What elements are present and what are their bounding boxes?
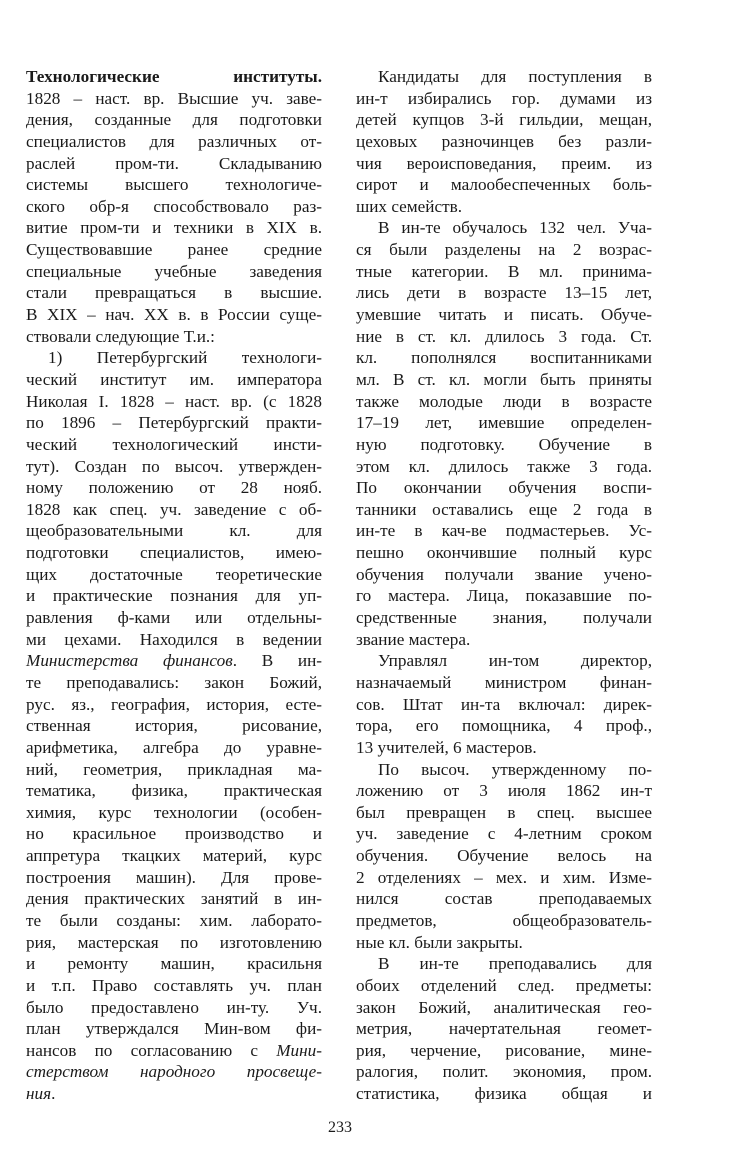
- text-line: ческий институт им. императора: [26, 369, 322, 389]
- text-line: уч. заведение с 4-летним сроком: [356, 824, 652, 844]
- text-line: 17–19 лет, имевшие определен-: [356, 413, 652, 433]
- text-line: ин-те в кач-ве подмастерьев. Ус-: [356, 521, 652, 541]
- entry-body: [26, 88, 322, 348]
- text-line: 2 отделениях – мех. и хим. Изме-: [356, 867, 652, 887]
- text-line: мл. В ст. кл. могли быть приняты: [356, 369, 652, 389]
- text-line: также молодые люди в возрасте: [356, 391, 652, 411]
- text-line: и т.п. Право составлять уч. план: [26, 975, 322, 995]
- text-line: специалистов для различных от-: [26, 131, 322, 151]
- text-line: [26, 1083, 322, 1105]
- text-line: пешно окончившие полный курс: [356, 543, 652, 563]
- text-line: обоих отделений след. предметы:: [356, 975, 652, 995]
- text-line: Николая I. 1828 – наст. вр. (с 1828: [26, 391, 322, 411]
- text-line: стали превращаться в высшие.: [26, 283, 322, 303]
- text-line: Кандидаты для поступления в: [378, 67, 652, 86]
- text-line: ческий технологический инсти-: [26, 434, 322, 454]
- text-line: ний, геометрия, прикладная ма-: [26, 759, 322, 779]
- text-line: сирот и малообеспеченных боль-: [356, 175, 652, 195]
- text-line: подготовки специалистов, имею-: [26, 543, 322, 563]
- text-line: ского обр-я способствовало раз-: [26, 196, 322, 216]
- page-number: 233: [328, 1119, 352, 1136]
- ministry-name: Министерства финансов: [26, 651, 233, 671]
- closing-italic-3: ния: [26, 1084, 52, 1104]
- paragraph: [356, 66, 652, 217]
- text-line: построения машин). Для прове-: [26, 867, 322, 887]
- text-line: [26, 1040, 322, 1062]
- text-line: щих достаточные теоретические: [26, 564, 322, 584]
- text-line: звание мастера.: [356, 629, 471, 649]
- text-line: назначаемый министром финан-: [356, 672, 652, 692]
- text-line: дения практических занятий в ин-: [26, 889, 322, 909]
- paragraph: [356, 650, 652, 758]
- text-line: обучения получали звание учено-: [356, 564, 652, 584]
- text-line: нился состав преподаваемых: [356, 889, 652, 909]
- text-line: аппретура ткацких материй, курс: [26, 846, 322, 866]
- text-line: тут). Создан по высоч. утвержден-: [26, 456, 322, 476]
- closing-tail: .: [51, 1084, 56, 1104]
- text-line: ную подготовку. Обучение в: [356, 434, 652, 454]
- entry-heading-tail: .: [317, 67, 322, 86]
- text-line: го мастера. Лица, показавшие по-: [356, 586, 652, 606]
- text-line: раслей пром-ти. Складыванию: [26, 153, 322, 173]
- closing-italic-line: стерством народного просвеще-: [26, 1062, 322, 1082]
- text-line: [26, 650, 322, 672]
- text-line: рия, мастерская по изготовлению: [26, 932, 322, 952]
- text-line: тора, его помощника, 4 проф.,: [356, 716, 652, 736]
- text-line: средственные знания, получали: [356, 608, 652, 628]
- text-line: этом кл. длилось также 3 года.: [356, 456, 652, 476]
- text-line: лись дети в возрасте 13–15 лет,: [356, 283, 652, 303]
- text-line: кл. пополнялся воспитанниками: [356, 348, 652, 368]
- text-line: 1828 – наст. вр. Высшие уч. заве-: [26, 88, 322, 108]
- text-line: обучения. Обучение велось на: [356, 846, 652, 866]
- paragraph: [356, 217, 652, 650]
- text-line: ших семейств.: [356, 196, 463, 216]
- right-column: [356, 66, 652, 1105]
- text-line: ся были разделены на 2 возрас-: [356, 240, 652, 260]
- text-line: ми цехами. Находился в ведении: [26, 629, 322, 649]
- text-line: арифметика, алгебра до уравне-: [26, 737, 322, 757]
- text-line: 13 учителей, 6 мастеров.: [356, 737, 537, 757]
- text-line: Управлял ин-том директор,: [378, 651, 652, 671]
- text-line: тематика, физика, практическая: [26, 781, 322, 801]
- text-line: химия, курс технологии (особен-: [26, 802, 322, 822]
- text-line: Существовавшие ранее средние: [26, 240, 322, 260]
- text-line: В ин-те преподавались для: [378, 954, 652, 974]
- item-1-body: [26, 347, 322, 650]
- text-line: чия вероисповедания, преим. из: [356, 153, 652, 173]
- text-line: По высоч. утвержденному по-: [378, 759, 652, 779]
- text-line: ралогия, полит. экономия, пром.: [356, 1062, 652, 1082]
- ministry-tail: . В ин-: [232, 651, 322, 671]
- text-line: но красильное производство и: [26, 824, 322, 844]
- text-line: те были созданы: хим. лаборато-: [26, 910, 322, 930]
- text-line: ние в ст. кл. длилось 3 года. Ст.: [356, 326, 652, 346]
- text-line: статистика, физика общая и: [356, 1084, 652, 1104]
- text-line: по 1896 – Петербургский практи-: [26, 413, 322, 433]
- text-line: системы высшего технологиче-: [26, 175, 322, 195]
- text-line: ложению от 3 июля 1862 ин-т: [356, 781, 652, 801]
- closing-italic-1: Мини-: [276, 1040, 322, 1060]
- text-line: дения, созданные для подготовки: [26, 110, 322, 130]
- text-line: танники оставались еще 2 года в: [356, 499, 652, 519]
- text-line: В XIX – нач. XX в. в России суще-: [26, 305, 322, 325]
- text-line: 1828 как спец. уч. заведение с об-: [26, 499, 322, 519]
- text-line: детей купцов 3-й гильдии, мещан,: [356, 110, 652, 130]
- text-line: ному положению от 28 нояб.: [26, 478, 322, 498]
- text-line: тные категории. В мл. принима-: [356, 261, 652, 281]
- entry-heading-line: [26, 66, 322, 88]
- text-line: сов. Штат ин-та включал: дирек-: [356, 694, 652, 714]
- text-line: рия, черчение, рисование, мине-: [356, 1040, 652, 1060]
- text-line: те преподавались: закон Божий,: [26, 672, 322, 692]
- text-line: ствовали следующие Т.и.:: [26, 326, 215, 346]
- text-line: план утверждался Мин-вом фи-: [26, 1019, 322, 1039]
- text-line: По окончании обучения воспи-: [356, 478, 652, 498]
- closing-prefix: нансов по согласованию с: [26, 1040, 277, 1060]
- text-line: специальные учебные заведения: [26, 261, 322, 281]
- text-line: ин-т избирались гор. думами из: [356, 88, 652, 108]
- text-line: и практические познания для уп-: [26, 586, 322, 606]
- paragraph: [356, 759, 652, 954]
- left-column: [26, 66, 322, 1105]
- text-line: закон Божий, аналитическая гео-: [356, 997, 652, 1017]
- text-line: был превращен в спец. высшее: [356, 802, 652, 822]
- text-line: щеобразовательными кл. для: [26, 521, 322, 541]
- text-line: равления ф-ками или отдельны-: [26, 608, 322, 628]
- entry-heading: Технологические институты: [26, 67, 318, 86]
- item-1-body-continued: [26, 672, 322, 1040]
- paragraph: [356, 953, 652, 1104]
- text-line: 1) Петербургский технологи-: [48, 348, 322, 368]
- text-line: метрия, начертательная геомет-: [356, 1019, 652, 1039]
- text-line: витие пром-ти и техники в XIX в.: [26, 218, 322, 238]
- text-line: и ремонту машин, красильня: [26, 954, 322, 974]
- text-line: ные кл. были закрыты.: [356, 932, 523, 952]
- text-line: рус. яз., география, история, есте-: [26, 694, 322, 714]
- text-line: предметов, общеобразователь-: [356, 910, 652, 930]
- text-line: В ин-те обучалось 132 чел. Уча-: [378, 218, 652, 238]
- text-line: цеховых разночинцев без разли-: [356, 131, 652, 151]
- text-line: было предоставлено ин-ту. Уч.: [26, 997, 322, 1017]
- text-line: ственная история, рисование,: [26, 716, 322, 736]
- text-line: умевшие читать и писать. Обуче-: [356, 305, 652, 325]
